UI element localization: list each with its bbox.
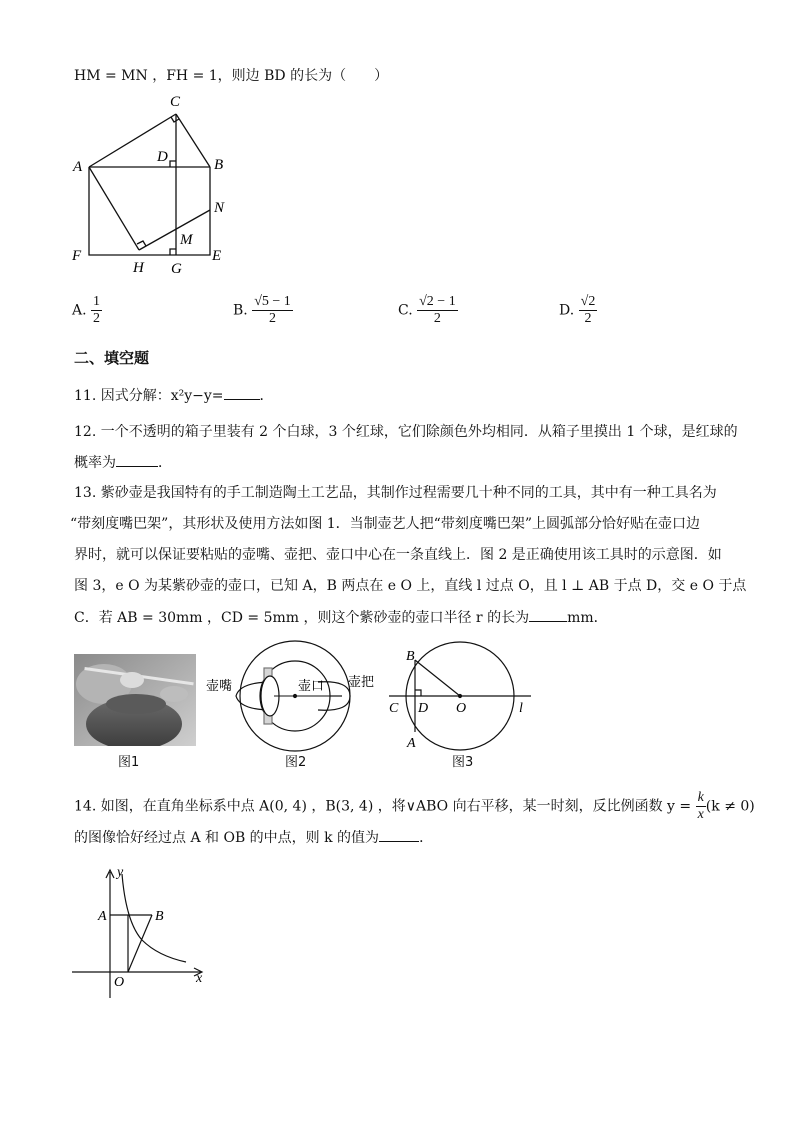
option-b[interactable]: B. $\frac{√5 - 1}{2}$ [233,294,291,326]
fig-label-C: C [170,94,181,110]
fig3-label-l: l [519,701,523,716]
fig3-label-C: C [389,701,399,716]
fig2-mouth-label: 壶口 [298,678,325,693]
q14-label-A: A [98,909,107,924]
fig-label-B: B [214,157,224,173]
fig-label-G: G [171,261,182,277]
q14-function-fraction: $\frac{k}{x}$ [697,790,704,822]
fig-label-E: E [212,248,222,264]
q13-line2: “带刻度嘴巴架”，其形状及使用方法如图 1．当制壶艺人把“带刻度嘴巴架”上圆弧部分恰好贴在壶口边 [70,516,700,532]
q13-line3: 界时，就可以保证要粘贴的壶嘴、壶把、壶口中心在一条直线上．图 2 是正确使用该工具时的示意图．如 [74,547,722,563]
fig3-label-O: O [456,701,467,716]
fig2-diagram [200,640,380,752]
q14-label-x: x [196,971,203,986]
fig3-label-A: A [407,736,416,751]
fig3-caption: 图3 [452,755,474,770]
option-c[interactable]: C. $\frac{√2 - 1}{2}$ [398,294,456,326]
fig-label-F: F [72,248,82,264]
option-d-fraction: $\frac{√2}{2}$ [580,294,596,326]
fig3-diagram [385,640,535,752]
fig-label-N: N [214,200,225,216]
q11-answer-blank[interactable] [224,385,260,400]
q13-line4: 图 3，e O 为某紫砂壶的壶口，已知 A，B 两点在 e O 上，直线 l 过点 O，且 l ⊥ AB 于点 D，交 e O 于点 [74,578,747,594]
option-c-fraction: $\frac{√2 - 1}{2}$ [419,294,456,326]
section-title: 二、填空题 [74,349,150,367]
fig-label-H: H [133,260,144,276]
fig-label-M: M [180,232,193,248]
fig2-caption: 图2 [285,755,307,770]
fig-label-A: A [73,159,83,175]
fig-label-D: D [157,149,168,165]
option-d[interactable]: D. $\frac{√2}{2}$ [559,294,596,326]
q14-line2: 的图像恰好经过点 A 和 OB 的中点，则 k 的值为 ． [74,827,433,848]
fig2-spout-label: 壶嘴 [206,678,233,693]
teapot-photo-image [74,654,196,746]
q14-label-B: B [155,909,164,924]
q13-answer-blank[interactable] [529,607,567,622]
q12-line2: 概率为 ． [74,452,172,473]
q10-condition: HM = MN ，FH = 1，则边 BD 的长为（ ） [74,68,389,84]
q12-line1: 12. 一个不透明的箱子里装有 2 个白球，3 个红球，它们除颜色外均相同．从箱子里摸出 1 个球，是红球的 [74,424,738,440]
q14-answer-blank[interactable] [379,827,419,842]
option-b-fraction: $\frac{√5 - 1}{2}$ [254,294,291,326]
q11: 11. 因式分解：x²y−y= ． [74,385,274,406]
q13-line1: 13. 紫砂壶是我国特有的手工制造陶土工艺品，其制作过程需要几十种不同的工具，其中有一种工具名为 [74,485,717,501]
q14-line1: 14. 如图，在直角坐标系中点 A(0, 4) ，B(3, 4) ，将∨ABO 向右平移，某一时刻，反比例函数 y = $\frac{k}{x}$ (k ≠ 0) [74,790,755,822]
fig3-label-D: D [418,701,429,716]
fig3-label-B: B [406,649,415,664]
option-a[interactable]: A. $\frac{1}{2}$ [72,294,101,326]
q14-label-O: O [114,975,125,990]
q13-line5: C．若 AB = 30mm ，CD = 5mm ，则这个紫砂壶的壶口半径 r 的长为 mm． [74,607,608,628]
fig1-caption: 图1 [118,755,140,770]
q10-figure [60,88,240,278]
fig1-photo [74,654,196,746]
q14-figure [66,862,216,1002]
fig2-handle-label: 壶把 [348,674,375,689]
option-a-fraction: $\frac{1}{2}$ [93,294,101,326]
q12-answer-blank[interactable] [116,452,158,467]
q14-label-y: y [117,865,124,880]
